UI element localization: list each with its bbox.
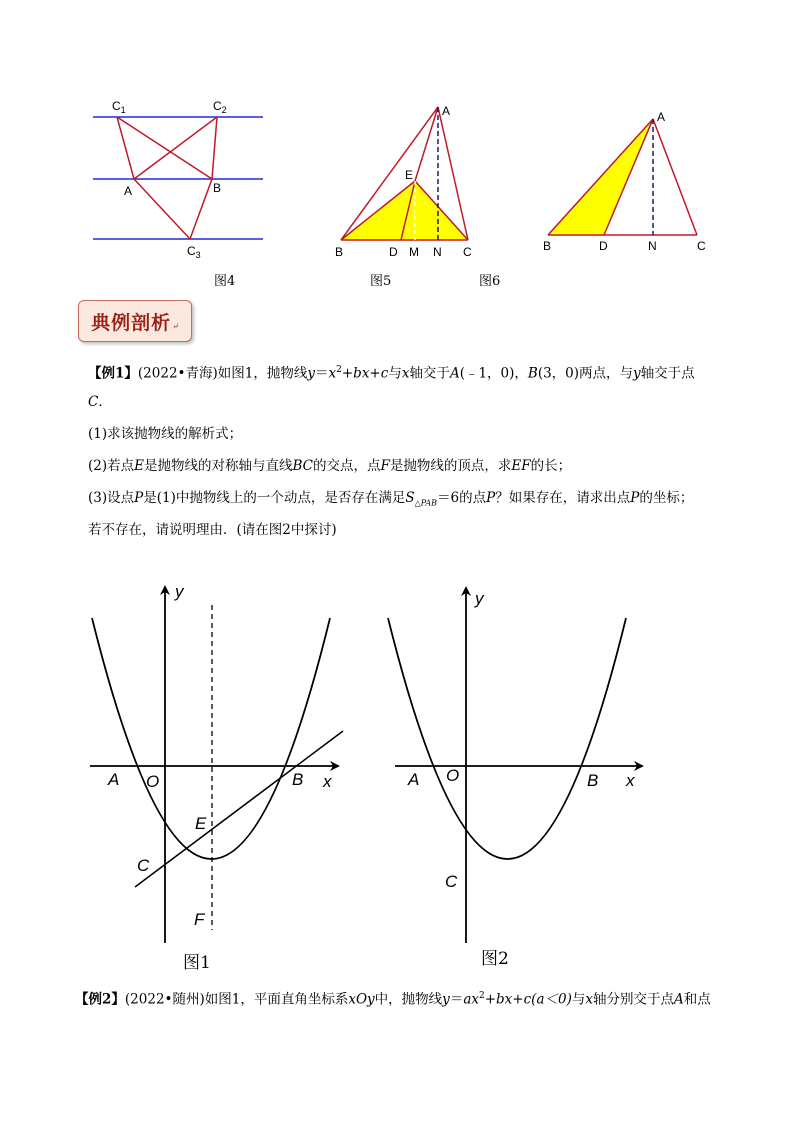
example1-intro-line2: C． [88,394,112,410]
line-bc [135,731,343,887]
label-a: A [108,770,120,789]
label-f: F [194,910,205,929]
parabola [92,618,330,859]
label-c3: $C_3$ [187,244,201,260]
figure-4-caption: 图4 [214,274,236,289]
label-e: E [195,814,207,833]
figure-6 [535,105,715,255]
label-y: y [175,582,184,601]
segment-a-e [415,107,438,181]
parabola [388,618,626,859]
graph-1-caption: 图1 [183,953,211,973]
label-c: C [445,872,458,891]
example1-question-3-line2: 若不存在，请说明理由．(请在图2中探讨) [88,522,337,538]
example-tag: 【例2】 [75,991,125,1008]
label-n: N [648,239,657,253]
segment-c2-a [134,117,217,179]
label-c: C [137,856,150,875]
label-a: A [442,104,451,118]
example-tag: 【例1】 [88,365,138,382]
label-a: A [124,184,133,198]
label-d: D [599,239,608,253]
label-n: N [433,245,442,259]
label-y: y [475,589,484,608]
label-c1: $C_1$ [112,99,126,115]
label-b: B [335,245,344,259]
label-b: B [213,181,222,195]
figure-6-caption: 图6 [479,274,501,289]
graph-1 [85,575,365,955]
segment-c2-b [212,117,217,179]
label-c: C [463,245,472,259]
segment-a-c3 [134,179,190,239]
segment-a-c [653,119,697,235]
label-c2: $C_2$ [213,99,227,115]
label-b: B [543,239,552,253]
paragraph-mark-icon: ↵ [172,322,179,331]
label-b: B [587,771,599,790]
section-header [78,300,192,342]
label-d: D [389,245,398,259]
label-m: M [409,245,419,259]
example1-intro: 【例1】(2022•青海)如图1，抛物线$y=x^2+bx+c$与x轴交于A(﹣1，0)，B(3，0)两点，与y轴交于点 [88,365,695,382]
example1-question-3: (3)设点P是(1)中抛物线上的一个动点，是否存在满足$S_{\triangle PAB}=6$的点P？如果存在，请求出点P的坐标； [88,490,694,508]
example1-question-1: (1)求该抛物线的解析式； [88,426,243,442]
segment-b-c3 [190,179,212,239]
example1-question-2: (2)若点E是抛物线的对称轴与直线BC的交点，点F是抛物线的顶点，求EF的长； [88,458,572,474]
label-b: B [292,770,304,789]
figure-5-caption: 图5 [370,274,392,289]
label-a: A [657,110,666,124]
label-c: C [697,239,706,253]
label-e: E [405,168,414,182]
label-o: O [146,772,160,791]
section-title: 典例剖析 [91,311,172,334]
label-o: O [446,766,460,785]
label-x: x [323,772,332,791]
example2-intro: 【例2】(2022•随州)如图1，平面直角坐标系xOy中，抛物线$y=ax^2+bx+c(a<0)$与x轴分别交于点A和点 [75,991,711,1008]
figure-4 [80,95,280,265]
figure-5 [325,95,485,265]
graph-2-caption: 图2 [481,949,509,969]
label-a: A [408,770,420,789]
graph-2 [380,580,660,950]
label-x: x [626,771,635,790]
